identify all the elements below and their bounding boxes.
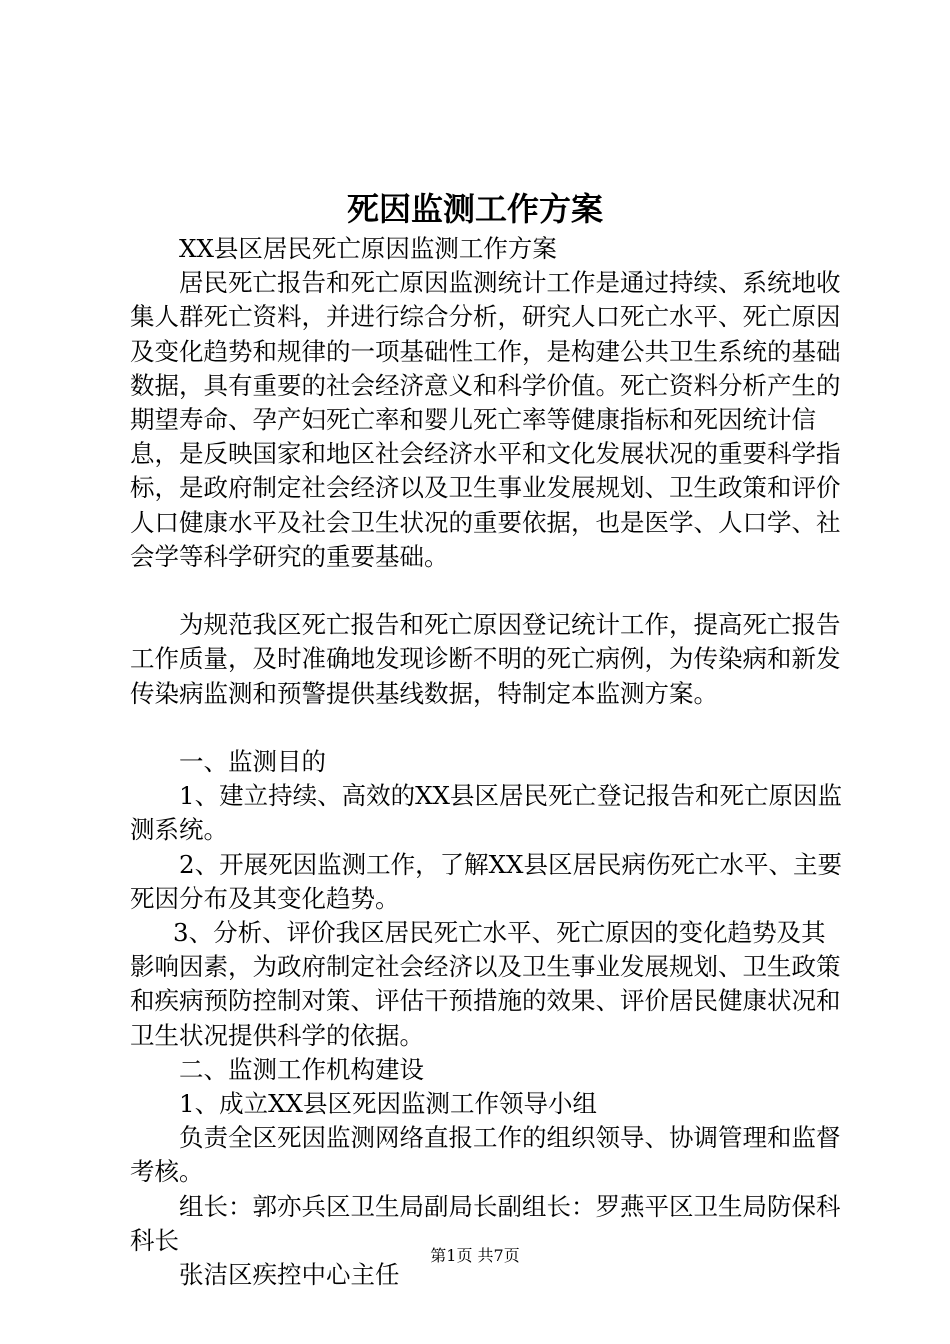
list-item: 2、开展死因监测工作，了解XX县区居民病伤死亡水平、主要死因分布及其变化趋势。: [130, 849, 842, 913]
page-footer: 第1页 共7页: [430, 1246, 520, 1265]
document-title: 死因监测工作方案: [346, 190, 603, 228]
paragraph-gap: [130, 711, 842, 745]
paragraph-intro: 居民死亡报告和死亡原因监测统计工作是通过持续、系统地收集人群死亡资料，并进行综合分析，研究人口死亡水平、死亡原因及变化趋势和规律的一项基础性工作，是构建公共卫生系统的基础数据，具有重要的社会经济意义和科学价值。死亡资料分析产生的期望寿命、孕产妇死亡率和婴儿死亡率等健康指标和死因统计信息，是反映国家和地区社会经济水平和文化发展状况的重要科学指标，是政府制定社会经济以及卫生事业发展规划、卫生政策和评价人口健康水平及社会卫生状况的重要依据，也是医学、人口学、社会学等科学研究的重要基础。: [130, 268, 841, 571]
paragraph-duty: 负责全区死因监测网络直报工作的组织领导、协调管理和监督考核。: [130, 1123, 841, 1187]
list-item: 1、成立XX县区死因监测工作领导小组: [179, 1089, 597, 1119]
section-heading-2: 二、监测工作机构建设: [179, 1054, 424, 1084]
section-heading-1: 一、监测目的: [179, 747, 326, 777]
document-body: [130, 232, 842, 1292]
paragraph-purpose: 为规范我区死亡报告和死亡原因登记统计工作，提高死亡报告工作质量，及时准确地发现诊断不明的死亡病例，为传染病和新发传染病监测和预警提供基线数据，特制定本监测方案。: [130, 610, 841, 708]
paragraph-member: 张洁区疾控中心主任: [179, 1260, 400, 1290]
list-item: 1、建立持续、高效的XX县区居民死亡登记报告和死亡原因监测系统。: [130, 781, 842, 845]
paragraph-leader: 组长：郭亦兵区卫生局副局长副组长：罗燕平区卫生局防保科科长: [130, 1191, 841, 1255]
list-item: 3、分析、评价我区居民死亡水平、死亡原因的变化趋势及其影响因素，为政府制定社会经济以及卫生事业发展规划、卫生政策和疾病预防控制对策、评估干预措施的效果、评价居民健康状况和卫生状况提供科学的依据。: [130, 918, 841, 1050]
subtitle: XX县区居民死亡原因监测工作方案: [179, 234, 557, 263]
paragraph-gap: [130, 574, 842, 608]
